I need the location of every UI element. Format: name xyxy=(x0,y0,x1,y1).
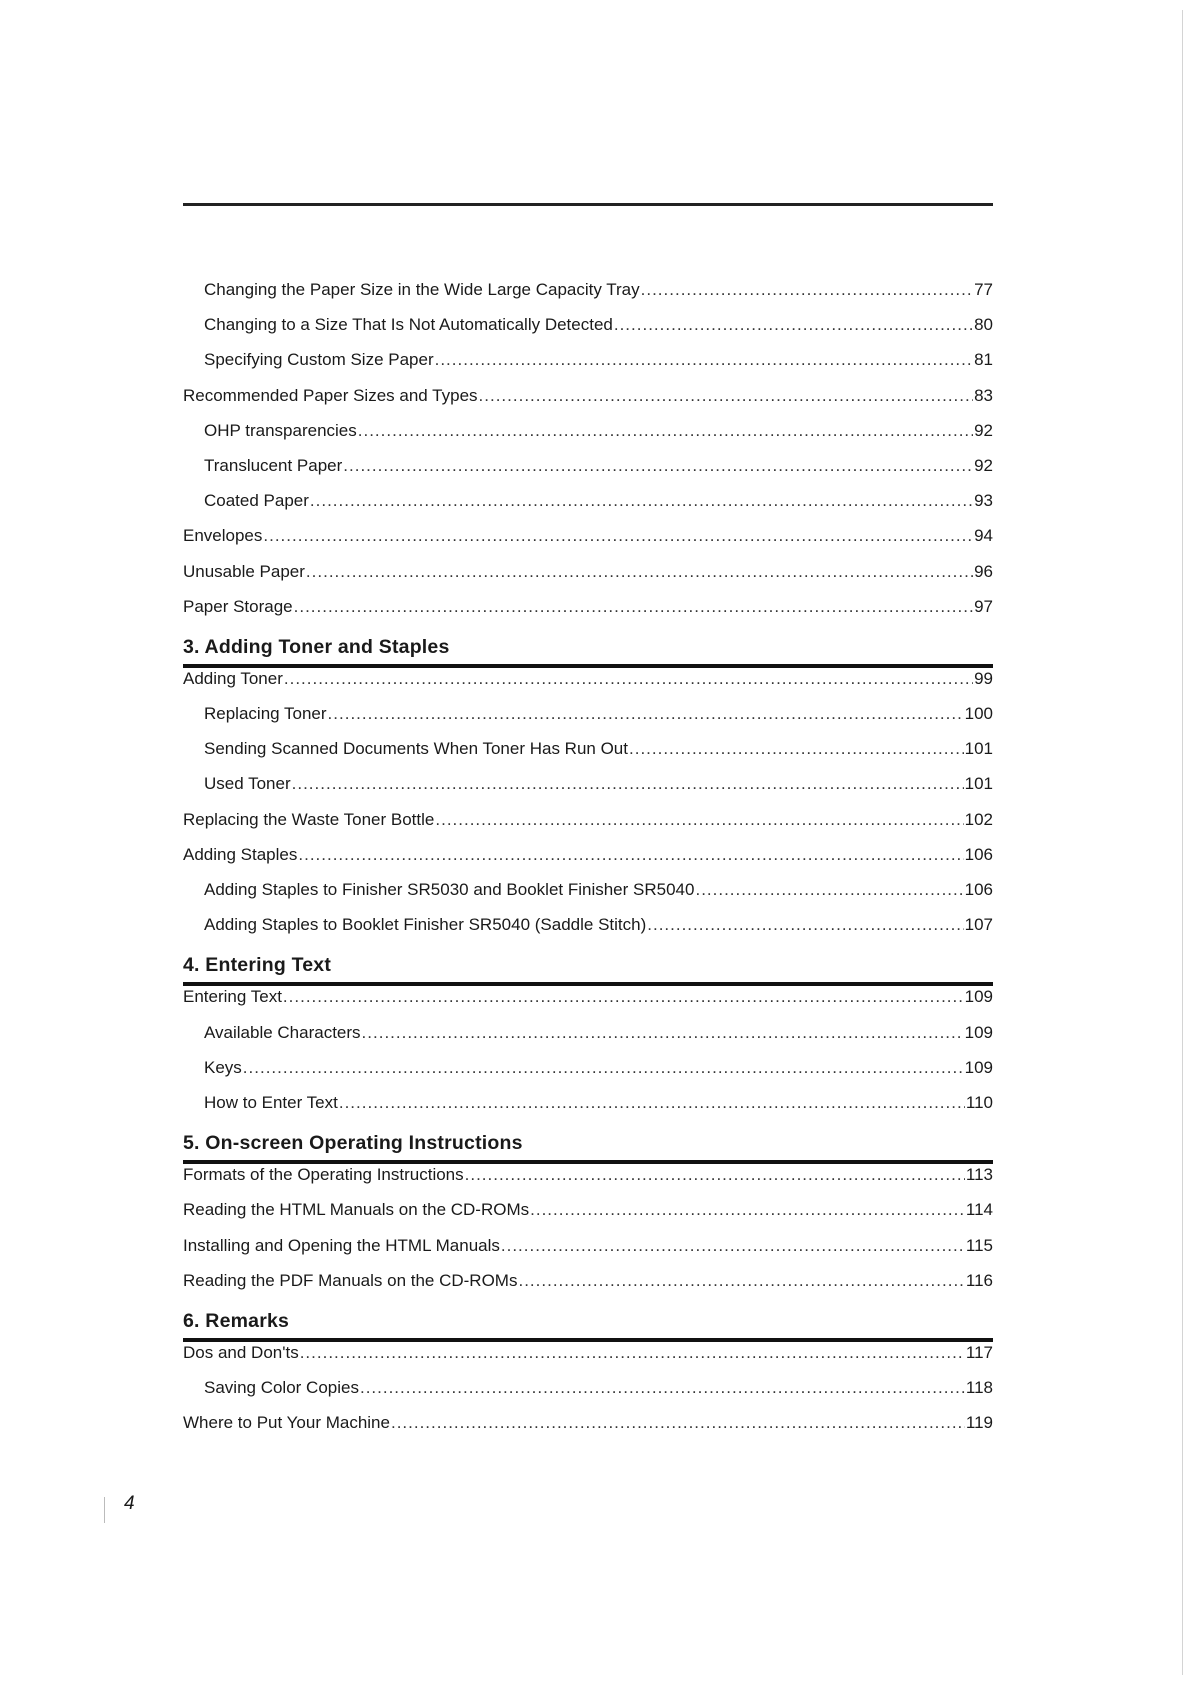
toc-entry-title: Unusable Paper xyxy=(183,561,305,581)
dot-leader xyxy=(294,597,973,617)
toc-entry[interactable] xyxy=(183,1271,993,1306)
dot-leader xyxy=(391,1413,965,1433)
toc-entry-title: Paper Storage xyxy=(183,596,293,616)
toc-entry-page: 110 xyxy=(965,1092,993,1112)
dot-leader xyxy=(362,1023,964,1043)
toc-entry-title: Adding Staples to Booklet Finisher SR5040 (Saddle Stitch) xyxy=(204,915,647,935)
toc-entry-page: 114 xyxy=(965,1200,993,1220)
toc-entry[interactable] xyxy=(183,1343,993,1378)
toc-entry-page: 106 xyxy=(964,880,993,899)
dot-leader xyxy=(530,1200,965,1220)
toc-entry-title: Replacing the Waste Toner Bottle xyxy=(183,809,435,829)
toc-entry-page: 101 xyxy=(964,774,993,794)
toc-entry-page: 93 xyxy=(974,491,993,511)
toc-entry-title: Saving Color Copies xyxy=(204,1378,359,1398)
toc-entry-page: 80 xyxy=(974,315,993,335)
dot-leader xyxy=(263,526,973,546)
page-number: 4 xyxy=(124,1493,135,1514)
toc-entry[interactable] xyxy=(183,774,993,809)
toc-entry[interactable] xyxy=(183,597,993,632)
table-of-contents xyxy=(183,280,993,1448)
toc-entry-title: Installing and Opening the HTML Manuals xyxy=(183,1235,500,1255)
toc-entry-title: Dos and Don'ts xyxy=(183,1342,299,1362)
toc-entry-title: Adding Staples xyxy=(183,844,298,864)
scan-margin-line xyxy=(1182,10,1183,1675)
section-title: 4. Entering Text xyxy=(183,954,332,977)
toc-entry-page: 99 xyxy=(974,668,993,688)
dot-leader xyxy=(695,880,963,900)
toc-entry-title: Translucent Paper xyxy=(204,455,343,475)
dot-leader xyxy=(358,421,973,441)
section-rule xyxy=(183,664,993,668)
toc-entry-page: 109 xyxy=(964,1022,993,1042)
toc-entry-page: 94 xyxy=(974,526,993,546)
toc-entry[interactable] xyxy=(183,810,993,845)
toc-entry[interactable] xyxy=(183,669,993,704)
toc-entry-page: 97 xyxy=(974,596,993,616)
toc-entry-title: Used Toner xyxy=(204,774,291,794)
toc-entry[interactable] xyxy=(183,880,993,915)
toc-entry[interactable] xyxy=(183,562,993,597)
dot-leader xyxy=(300,1343,965,1363)
toc-entry-title: OHP transparencies xyxy=(204,420,357,440)
toc-entry[interactable] xyxy=(183,1378,993,1413)
toc-entry-title: Entering Text xyxy=(183,987,282,1007)
toc-entry-title: Envelopes xyxy=(183,526,263,546)
toc-entry-title: Recommended Paper Sizes and Types xyxy=(183,385,478,405)
toc-entry-page: 81 xyxy=(974,350,993,370)
toc-entry-page: 96 xyxy=(974,561,993,581)
dot-leader xyxy=(501,1236,965,1256)
dot-leader xyxy=(284,669,973,689)
toc-entry-page: 92 xyxy=(974,455,993,475)
toc-entry-title: Changing to a Size That Is Not Automatically Detected xyxy=(204,315,613,335)
toc-entry-title: How to Enter Text xyxy=(204,1092,338,1112)
toc-entry-title: Keys xyxy=(204,1057,242,1077)
toc-entry-page: 113 xyxy=(965,1165,993,1185)
section-title: 3. Adding Toner and Staples xyxy=(183,635,450,658)
dot-leader xyxy=(310,491,973,511)
toc-entry[interactable] xyxy=(183,315,993,350)
toc-entry[interactable] xyxy=(183,280,993,315)
toc-entry[interactable] xyxy=(183,421,993,456)
toc-entry-page: 101 xyxy=(964,739,993,759)
toc-entry[interactable] xyxy=(183,1165,993,1200)
dot-leader xyxy=(614,315,973,335)
section-heading xyxy=(183,950,993,987)
dot-leader xyxy=(339,1093,965,1113)
dot-leader xyxy=(243,1058,964,1078)
dot-leader xyxy=(629,739,964,759)
toc-entry-page: 117 xyxy=(965,1342,993,1362)
toc-entry-page: 109 xyxy=(964,1057,993,1077)
toc-entry[interactable] xyxy=(183,915,993,950)
section-heading xyxy=(183,1306,993,1343)
toc-entry[interactable] xyxy=(183,1023,993,1058)
toc-entry-page: 92 xyxy=(974,420,993,440)
toc-entry[interactable] xyxy=(183,1236,993,1271)
toc-entry[interactable] xyxy=(183,491,993,526)
toc-entry-page: 119 xyxy=(965,1413,993,1433)
dot-leader xyxy=(465,1165,965,1185)
toc-entry-title: Adding Toner xyxy=(183,668,283,688)
dot-leader xyxy=(343,456,973,476)
dot-leader xyxy=(641,280,973,300)
toc-entry[interactable] xyxy=(183,704,993,739)
toc-entry[interactable] xyxy=(183,987,993,1022)
toc-entry-title: Where to Put Your Machine xyxy=(183,1413,390,1433)
dot-leader xyxy=(479,386,974,406)
toc-entry-page: 109 xyxy=(964,987,993,1007)
toc-entry[interactable] xyxy=(183,1413,993,1448)
toc-entry-page: 107 xyxy=(964,915,993,935)
toc-entry-title: Formats of the Operating Instructions xyxy=(183,1165,464,1185)
toc-entry-title: Specifying Custom Size Paper xyxy=(204,350,434,370)
toc-entry[interactable] xyxy=(183,386,993,421)
toc-entry-page: 100 xyxy=(964,704,993,724)
dot-leader xyxy=(298,845,963,865)
toc-entry[interactable] xyxy=(183,456,993,491)
toc-entry-title: Adding Staples to Finisher SR5030 and Booklet Finisher SR5040 xyxy=(204,880,695,899)
toc-entry-page: 118 xyxy=(965,1378,993,1398)
section-rule xyxy=(183,982,993,986)
toc-entry-page: 83 xyxy=(974,385,993,405)
toc-entry-title: Reading the HTML Manuals on the CD-ROMs xyxy=(183,1200,530,1220)
section-title: 5. On-screen Operating Instructions xyxy=(183,1132,523,1155)
toc-entry[interactable] xyxy=(183,526,993,561)
dot-leader xyxy=(283,987,964,1007)
toc-entry-title: Changing the Paper Size in the Wide Large Capacity Tray xyxy=(204,280,640,299)
section-heading xyxy=(183,1128,993,1165)
section-rule xyxy=(183,1338,993,1342)
toc-entry-page: 102 xyxy=(964,809,993,829)
dot-leader xyxy=(292,774,964,794)
toc-entry-page: 116 xyxy=(965,1270,993,1290)
toc-entry-page: 106 xyxy=(964,844,993,864)
toc-entry[interactable] xyxy=(183,350,993,385)
section-rule xyxy=(183,1160,993,1164)
toc-entry-page: 77 xyxy=(974,280,993,299)
toc-entry[interactable] xyxy=(183,1093,993,1128)
dot-leader xyxy=(435,350,973,370)
dot-leader xyxy=(518,1271,964,1291)
toc-entry-title: Sending Scanned Documents When Toner Has Run Out xyxy=(204,739,628,759)
dot-leader xyxy=(306,562,973,582)
toc-entry[interactable] xyxy=(183,1058,993,1093)
toc-entry[interactable] xyxy=(183,845,993,880)
toc-entry-title: Available Characters xyxy=(204,1022,361,1042)
section-title: 6. Remarks xyxy=(183,1309,290,1332)
toc-entry[interactable] xyxy=(183,739,993,774)
toc-entry[interactable] xyxy=(183,1200,993,1235)
toc-entry-page: 115 xyxy=(965,1235,993,1255)
header-rule xyxy=(183,203,993,206)
toc-entry-title: Reading the PDF Manuals on the CD-ROMs xyxy=(183,1270,518,1290)
dot-leader xyxy=(647,915,963,935)
scan-mark xyxy=(104,1497,105,1523)
section-heading xyxy=(183,632,993,669)
dot-leader xyxy=(360,1378,965,1398)
toc-entry-title: Replacing Toner xyxy=(204,704,327,724)
toc-entry-title: Coated Paper xyxy=(204,491,309,511)
dot-leader xyxy=(435,810,963,830)
dot-leader xyxy=(328,704,964,724)
